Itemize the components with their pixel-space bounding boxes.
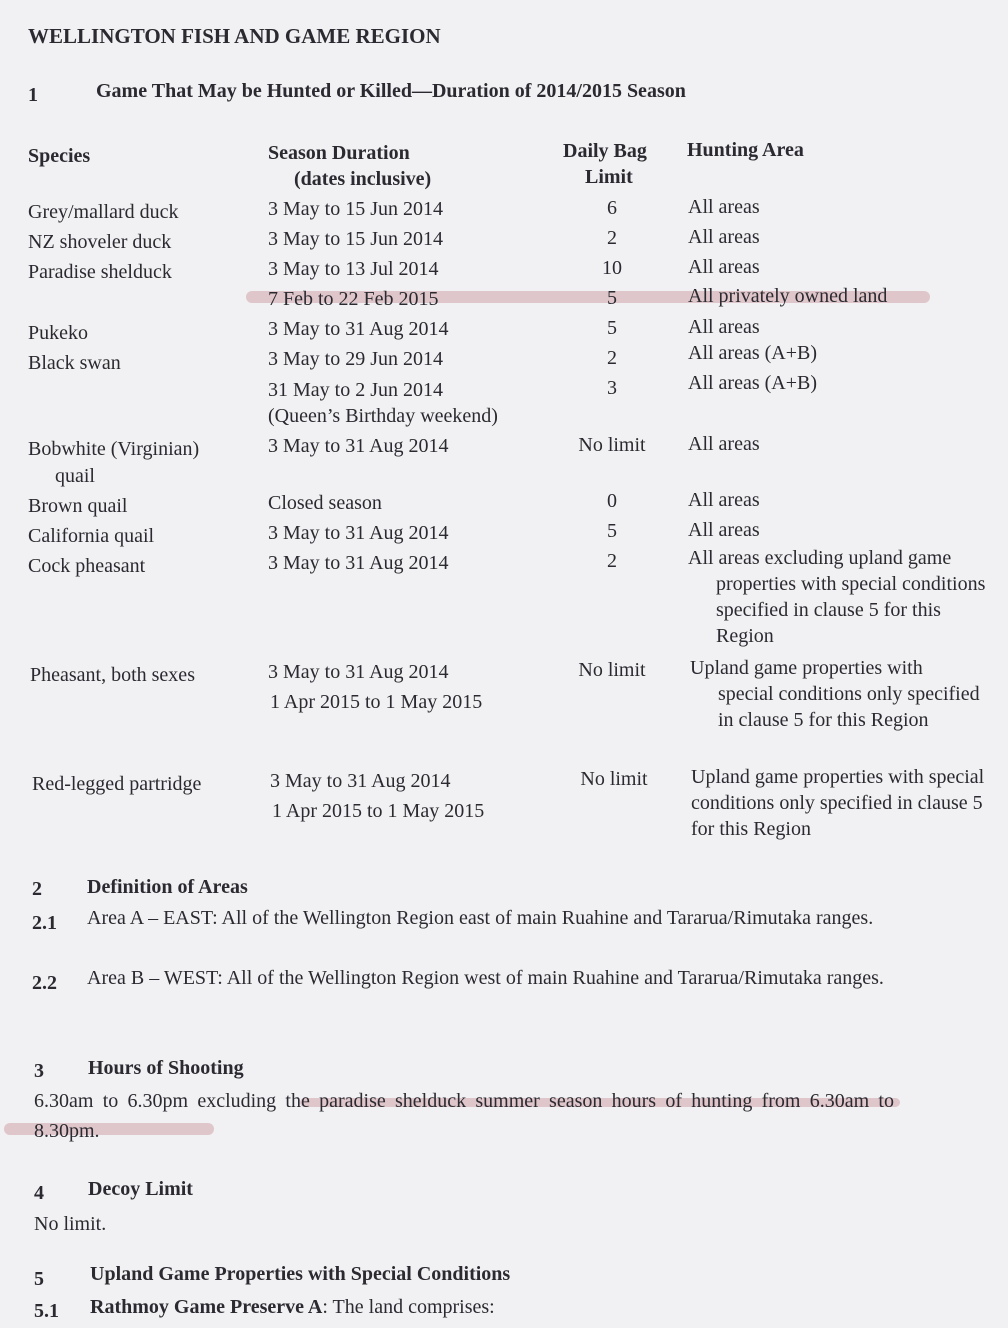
row-4-season: 3 May to 31 Aug 2014 bbox=[268, 318, 449, 340]
row-9-species: California quail bbox=[28, 525, 155, 547]
row-9-bag: 5 bbox=[607, 520, 617, 542]
header-bag-line1: Daily Bag bbox=[563, 140, 647, 162]
header-season-line1: Season Duration bbox=[268, 142, 410, 164]
row-0-season: 3 May to 15 Jun 2014 bbox=[268, 198, 443, 220]
row-5-area: All areas (A+B) bbox=[688, 342, 818, 364]
item-5-1-number: 5.1 bbox=[34, 1300, 59, 1322]
row-2-season: 3 May to 13 Jul 2014 bbox=[268, 258, 439, 280]
row-5-season: 3 May to 29 Jun 2014 bbox=[268, 348, 443, 370]
row-8-species: Brown quail bbox=[28, 495, 128, 517]
section5-number: 5 bbox=[34, 1268, 44, 1290]
row-7-species: Bobwhite (Virginian) bbox=[28, 438, 200, 460]
section2-number: 2 bbox=[32, 878, 42, 900]
item-5-1-text: : The land comprises: bbox=[322, 1296, 495, 1318]
section3-text: 6.30am to 6.30pm excluding the paradise shelduck summer season hours of hunting from 6.30am to 8.30pm. bbox=[34, 1090, 894, 1142]
row-3-bag: 5 bbox=[607, 287, 617, 309]
row-1-species: NZ shoveler duck bbox=[28, 231, 172, 253]
section3-title: Hours of Shooting bbox=[88, 1057, 244, 1079]
row-5-species: Black swan bbox=[28, 352, 121, 374]
row-4-bag: 5 bbox=[607, 317, 617, 339]
section4-number: 4 bbox=[34, 1182, 44, 1204]
row-9-season: 3 May to 31 Aug 2014 bbox=[268, 522, 449, 544]
row-8-area: All areas bbox=[688, 489, 760, 511]
header-species: Species bbox=[28, 145, 91, 167]
row-8-bag: 0 bbox=[607, 490, 617, 512]
row-1-bag: 2 bbox=[607, 227, 617, 249]
row-10-species: Cock pheasant bbox=[28, 555, 146, 577]
item-5-1-title: Rathmoy Game Preserve A bbox=[90, 1296, 323, 1318]
row-10-area: All areas excluding upland game properties with special conditions specified in clause 5 for this Region bbox=[688, 547, 986, 647]
row-12-season: 3 May to 31 Aug 2014 bbox=[270, 770, 451, 792]
row-6-bag: 3 bbox=[607, 377, 617, 399]
section1-number: 1 bbox=[28, 84, 38, 106]
section1-title: Game That May be Hunted or Killed—Duration of 2014/2015 Season bbox=[96, 80, 686, 102]
row-11-bag: No limit bbox=[578, 659, 646, 681]
item-5-1-line bbox=[90, 1296, 495, 1319]
section5-title: Upland Game Properties with Special Conditions bbox=[90, 1263, 511, 1285]
item-2-1-text: Area A – EAST: All of the Wellington Region east of main Ruahine and Tararua/Rimutaka ranges. bbox=[87, 907, 874, 929]
item-2-2-text: Area B – WEST: All of the Wellington Region west of main Ruahine and Tararua/Rimutaka ranges. bbox=[87, 967, 884, 989]
row-12-area: Upland game properties with special conditions only specified in clause 5 for this Region bbox=[691, 766, 985, 840]
row-7-bag: No limit bbox=[578, 434, 646, 456]
row-12-season-line2: 1 Apr 2015 to 1 May 2015 bbox=[272, 800, 485, 822]
row-4-species: Pukeko bbox=[28, 322, 88, 344]
item-2-1-number: 2.1 bbox=[32, 912, 57, 934]
row-8-season: Closed season bbox=[268, 492, 382, 514]
row-9-area: All areas bbox=[688, 519, 760, 541]
header-area: Hunting Area bbox=[687, 139, 804, 161]
row-12-species: Red-legged partridge bbox=[32, 773, 202, 795]
row-11-season: 3 May to 31 Aug 2014 bbox=[268, 661, 449, 683]
row-6-area: All areas (A+B) bbox=[688, 372, 818, 394]
row-2-species: Paradise shelduck bbox=[28, 261, 172, 283]
row-10-bag: 2 bbox=[607, 550, 617, 572]
row-11-species: Pheasant, both sexes bbox=[30, 664, 195, 686]
row-7-area: All areas bbox=[688, 433, 760, 455]
section2-title: Definition of Areas bbox=[87, 876, 248, 898]
row-12-bag: No limit bbox=[580, 768, 648, 790]
section4-title: Decoy Limit bbox=[88, 1178, 193, 1200]
row-0-species: Grey/mallard duck bbox=[28, 201, 179, 223]
section3-number: 3 bbox=[34, 1060, 44, 1082]
row-1-season: 3 May to 15 Jun 2014 bbox=[268, 228, 443, 250]
row-6-season-note: (Queen’s Birthday weekend) bbox=[268, 405, 498, 427]
item-2-2-number: 2.2 bbox=[32, 972, 57, 994]
row-11-season-line2: 1 Apr 2015 to 1 May 2015 bbox=[270, 691, 483, 713]
row-2-area: All areas bbox=[688, 256, 760, 278]
row-3-season: 7 Feb to 22 Feb 2015 bbox=[268, 288, 439, 310]
row-4-area: All areas bbox=[688, 316, 760, 338]
row-5-bag: 2 bbox=[607, 347, 617, 369]
row-1-area: All areas bbox=[688, 226, 760, 248]
row-11-area: Upland game properties with special conditions only specified in clause 5 for this Region bbox=[690, 657, 980, 731]
row-2-bag: 10 bbox=[602, 257, 622, 279]
row-7-season: 3 May to 31 Aug 2014 bbox=[268, 435, 449, 457]
row-3-area: All privately owned land bbox=[688, 285, 888, 307]
row-0-bag: 6 bbox=[607, 197, 617, 219]
header-bag-line2: Limit bbox=[585, 166, 633, 188]
row-6-season: 31 May to 2 Jun 2014 bbox=[268, 379, 443, 401]
section4-text: No limit. bbox=[34, 1213, 107, 1235]
region-title: WELLINGTON FISH AND GAME REGION bbox=[28, 24, 441, 48]
row-0-area: All areas bbox=[688, 196, 760, 218]
row-10-season: 3 May to 31 Aug 2014 bbox=[268, 552, 449, 574]
row-7-species-line2: quail bbox=[55, 465, 95, 487]
header-season-line2: (dates inclusive) bbox=[294, 168, 432, 190]
